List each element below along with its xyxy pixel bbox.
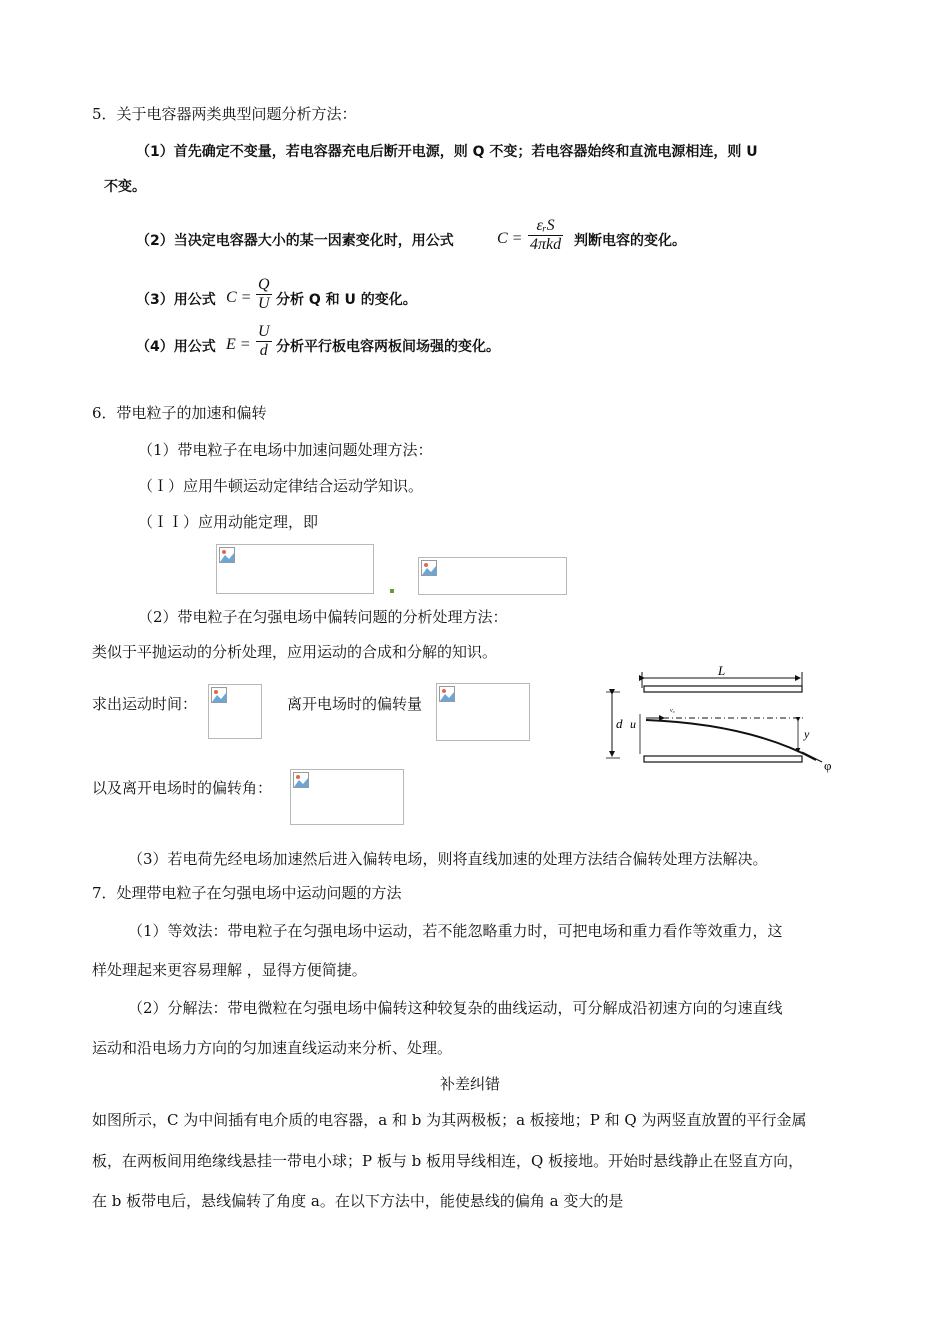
s5-point-2-pre: （2）当决定电容器大小的某一因素变化时，用公式: [136, 233, 454, 249]
s5-formula-2-lhs: C =: [497, 230, 523, 247]
s5-point-4-post: 分析平行板电容两板间场强的变化。: [276, 339, 500, 355]
broken-image-icon: [439, 686, 455, 702]
broken-image-formula-1: [216, 544, 374, 594]
s7-point-2-line1: （2）分解法：带电微粒在匀强电场中偏转这种较复杂的曲线运动，可分解成沿初速方向的匀速直线: [128, 999, 783, 1017]
s5-point-2-post: 判断电容的变化。: [574, 233, 686, 249]
s5-point-1-line2: 不变。: [104, 179, 146, 195]
s6-angle-label: 以及离开电场时的偏转角：: [92, 779, 273, 797]
supplement-line-2: 板，在两板间用绝缘线悬挂一带电小球；P 板与 b 板用导线相连，Q 板接地。开始时悬线静止在竖直方向，: [92, 1152, 804, 1170]
s5-formula-2-denominator: 4πkd: [530, 236, 562, 253]
phi-label: φ: [824, 758, 832, 773]
s6-point-1: （1）带电粒子在电场中加速问题处理方法：: [138, 441, 433, 459]
l-label: L: [718, 664, 726, 678]
s5-formula-2-fraction: [528, 217, 563, 254]
supplement-line-3: 在 b 板带电后，悬线偏转了角度 a。在以下方法中，能使悬线的偏角 a 变大的是: [92, 1192, 624, 1210]
s7-point-2-line2: 运动和沿电场力方向的匀加速直线运动来分析、处理。: [92, 1039, 453, 1057]
s6-point-3: （3）若电荷先经电场加速然后进入偏转电场，则将直线加速的处理方法结合偏转处理方法解决。: [128, 850, 768, 868]
s5-formula-3-denominator: U: [258, 295, 270, 312]
s5-point-1-line1: （1）首先确定不变量，若电容器充电后断开电源，则 Q 不变；若电容器始终和直流电源相连，则 U: [136, 144, 758, 160]
s5-formula-3-numerator: Q: [258, 276, 270, 293]
s6-time-label: 求出运动时间：: [92, 695, 198, 713]
section-5-heading: 5．关于电容器两类典型问题分析方法：: [92, 105, 357, 123]
dot-marker: [390, 589, 394, 593]
broken-image-icon: [219, 547, 235, 563]
broken-image-angle: [290, 769, 404, 825]
s6-offset-label: 离开电场时的偏转量: [287, 695, 423, 713]
s5-point-4-pre: （4）用公式: [136, 339, 216, 355]
s7-point-1-line2: 样处理起来更容易理解 ，显得方便简捷。: [92, 961, 367, 979]
s5-formula-4-fraction: [256, 323, 272, 360]
v0-label: v₀: [670, 708, 675, 714]
broken-image-icon: [211, 687, 227, 703]
section-6-heading: 6．带电粒子的加速和偏转: [92, 404, 267, 422]
deflection-diagram: [600, 664, 840, 778]
lower-plate: [644, 756, 802, 762]
s5-formula-3-lhs: C =: [226, 289, 252, 306]
s6-item-2: （ＩＩ）应用动能定理，即: [138, 513, 319, 531]
broken-image-time: [208, 684, 262, 739]
broken-image-icon: [421, 560, 437, 576]
u-label: u: [630, 717, 636, 731]
s5-formula-4-lhs: E =: [226, 336, 251, 353]
s5-formula-2-numerator: εᵣS: [528, 217, 563, 236]
supplement-line-1: 如图所示，C 为中间插有电介质的电容器，a 和 b 为其两极板；a 板接地；P 和 Q 为两竖直放置的平行金属: [92, 1111, 807, 1129]
s7-point-1-line1: （1）等效法：带电粒子在匀强电场中运动，若不能忽略重力时，可把电场和重力看作等效重力，这: [128, 922, 783, 940]
s6-item-1: （Ｉ）应用牛顿运动定律结合运动学知识。: [138, 477, 424, 495]
broken-image-formula-2: [418, 557, 567, 595]
s6-point-2-desc: 类似于平抛运动的分析处理，应用运动的合成和分解的知识。: [92, 643, 498, 661]
broken-image-offset: [436, 683, 530, 741]
exit-direction-line: [802, 752, 822, 762]
section-7-heading: 7．处理带电粒子在匀强电场中运动问题的方法: [92, 884, 402, 902]
s5-formula-3-fraction: [256, 276, 272, 313]
supplement-title: 补差纠错: [440, 1075, 501, 1093]
upper-plate: [644, 686, 802, 692]
y-label: y: [804, 727, 810, 741]
s5-formula-4-numerator: U: [258, 323, 270, 340]
s6-point-2: （2）带电粒子在匀强电场中偏转问题的分析处理方法：: [138, 608, 508, 626]
d-label: d: [616, 716, 623, 731]
broken-image-icon: [293, 772, 309, 788]
s5-formula-4-denominator: d: [259, 342, 268, 359]
s5-point-3-post: 分析 Q 和 U 的变化。: [276, 292, 417, 308]
trajectory-curve: [646, 720, 816, 760]
s5-point-3-pre: （3）用公式: [136, 292, 216, 308]
